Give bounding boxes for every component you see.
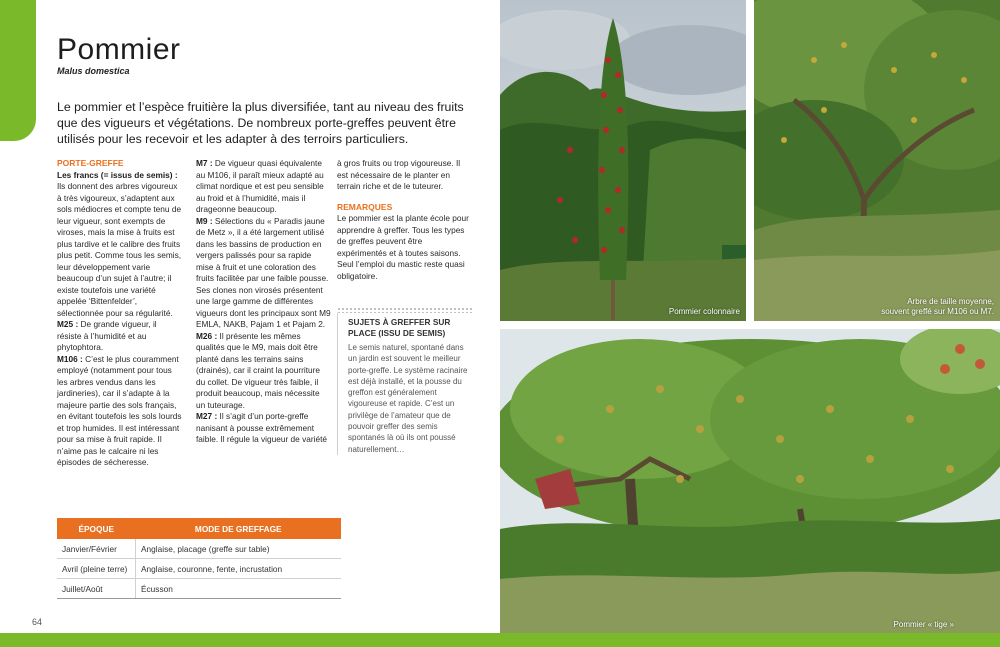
m25-paragraph (57, 319, 182, 354)
m7-paragraph (196, 158, 331, 216)
table-row (57, 539, 341, 559)
table-header-epoque: ÉPOQUE (57, 518, 136, 539)
intro-paragraph: Le pommier et l’espèce fruitière la plus diversifiée, tant au niveau des fruits que des vigueurs et végétations. De nombreux porte-greffes peuvent être utilisés pour les recevoir et les adapter à des terroirs particuliers. (57, 100, 464, 146)
table-cell-epoque: Juillet/Août (57, 579, 136, 599)
m9-paragraph (196, 216, 331, 331)
table-header-row (57, 518, 341, 539)
caption-standard-apple: Pommier « tige » (893, 620, 954, 629)
m26-label: M26 : (196, 330, 218, 341)
page-title: Pommier (57, 33, 181, 66)
m27-text: Il s’agit d’un porte-greffe nanisant à pousse extrêmement faible. Il régule la vigueur de variété (196, 411, 327, 444)
photo-standard-apple-image (500, 329, 1000, 633)
table-cell-epoque: Avril (pleine terre) (57, 559, 136, 579)
grafting-table (57, 518, 341, 599)
m26-text: Il présente les mêmes qualités que le M9, mais doit être planté dans les terrains sains (drainés), car il craint la pourriture du collet. De vigueur très faible, il produit beaucoup, mais nécessite un tuteurage. (196, 330, 321, 410)
right-page (500, 0, 1000, 647)
bottom-green-bar (0, 633, 1000, 647)
m7-text: De vigueur quasi équivalente au M106, il paraît mieux adapté au climat nordique et est peu sensible au froid et à l’humidité, mais il drageonne beaucoup. (196, 158, 324, 214)
caption-medium-tree-line1: Arbre de taille moyenne, (907, 297, 994, 306)
m106-text: C’est le plus couramment employé (notamment pour tous les arbres vendus dans les jardineries), car il s’adapte à la majeure partie des sols français, en évitant toutefois les sols lourds et trop humides. Il est intéressant pour sa mise à fruit rapide. Il n’aime pas le calcaire ni les épisodes de sécheresse. (57, 353, 182, 467)
caption-medium-tree (881, 297, 994, 317)
remarques-text: Le pommier est la plante école pour apprendre à greffer. Tous les types de greffes peuvent être expérimentés et à toutes saisons. Seul l’emploi du mastic reste quasi obligatoire. (337, 213, 469, 281)
box-text: Le semis naturel, spontané dans un jardin est souvent le meilleur porte-greffe. Le système racinaire est déjà installé, et la pousse du greffon est généralement vigoureuse et rapide. C’est un privilège de l’amateur que de pouvoir greffer des semis spontanés là où ils ont poussé naturellement… (348, 343, 468, 454)
m27-label: M27 : (196, 411, 218, 421)
remarques-heading: REMARQUES (337, 201, 393, 212)
m9-text: Sélections du « Paradis jaune de Metz », il a été largement utilisé dans les bassins de production en vergers palissés pour sa rapide mise à fruit et une coloration des fruits facilitée par une faible pousse. Ses clones non virosés présentent une large gamme de différentes vigueurs dont les principaux sont M9 EMLA, NAKB, Pajam 1 et Pajam 2. (196, 215, 331, 329)
text-column-2 (196, 158, 331, 446)
m27-continued: à gros fruits ou trop vigoureuse. Il est nécessaire de le planter en terrain riche et de le tuteurer. (337, 158, 461, 191)
francs-text: Ils donnent des arbres vigoureux à très vigoureux, s’adaptent aux sols médiocres et compte tenu de leur vigueur, sont exempts de viroses, mais la mise à fruits est plus tardive et le calibre des fruits plus petit. Comme tous les semis, leur développement varie beaucoup d’un sujet à l’autre; il existe toutefois une variété appelée ‘Bittenfelder’, sélectionnée pour sa régularité. (57, 181, 182, 318)
photo-standard-apple (500, 329, 1000, 633)
table-row (57, 579, 341, 599)
photo-columnar-apple-image (500, 0, 746, 321)
photo-medium-tree-image (754, 0, 1000, 321)
caption-columnar-apple: Pommier colonnaire (668, 307, 740, 316)
table-cell-mode: Anglaise, placage (greffe sur table) (136, 539, 342, 559)
m7-label: M7 : (196, 158, 213, 168)
francs-label: Les francs (= issus de semis) : (57, 169, 178, 180)
text-column-3 (337, 158, 472, 282)
table-cell-mode: Anglaise, couronne, fente, incrustation (136, 559, 342, 579)
page-number: 64 (32, 617, 43, 627)
text-column-1 (57, 158, 182, 469)
green-corner-tab (0, 0, 36, 141)
m9-label: M9 : (196, 215, 213, 226)
m106-label: M106 : (57, 353, 83, 364)
table-row (57, 559, 341, 579)
m25-label: M25 : (57, 319, 79, 329)
m27-paragraph (196, 411, 331, 446)
sidebar-box (337, 307, 472, 455)
photo-columnar-apple (500, 0, 746, 321)
m25-text: De grande vigueur, il résiste à l’humidité et au phytophtora. (57, 319, 157, 352)
latin-name: Malus domestica (57, 66, 130, 76)
table-cell-epoque: Janvier/Février (57, 539, 136, 559)
table-header-mode: MODE DE GREFFAGE (136, 518, 342, 539)
francs-paragraph (57, 170, 182, 320)
box-title: SUJETS À GREFFER SUR PLACE (ISSU DE SEMIS) (348, 317, 451, 338)
table-cell-mode: Écusson (136, 579, 342, 599)
caption-medium-tree-line2: souvent greffé sur M106 ou M7. (881, 307, 994, 316)
m26-paragraph (196, 331, 331, 412)
m106-paragraph (57, 354, 182, 469)
porte-greffe-heading: PORTE-GREFFE (57, 158, 124, 168)
photo-medium-tree (754, 0, 1000, 321)
